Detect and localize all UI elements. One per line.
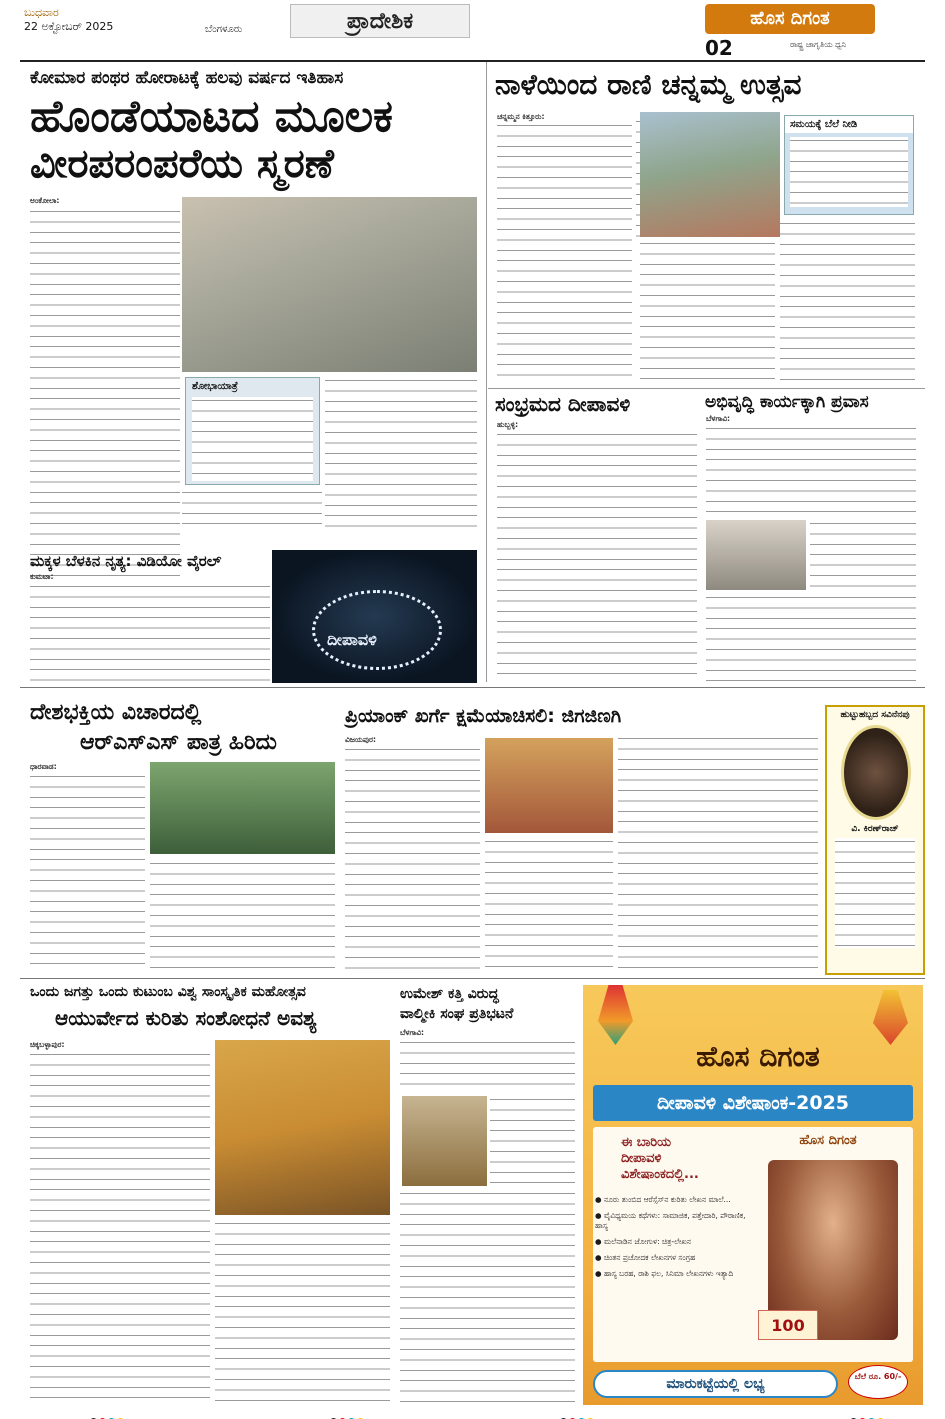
print-registration-marks <box>330 1410 366 1419</box>
ad-bullet: ● ಚಿಂತನ ಪ್ರಚೋದಕ ಲೇಖನಗಳ ಸಂಗ್ರಹ <box>595 1253 696 1262</box>
hondeyata-body-col2 <box>182 489 322 531</box>
abhivruddhi-photo <box>706 520 806 590</box>
nrutya-headline: ಮಕ್ಕಳ ಬೆಳಕಿನ ನೃತ್ಯ: ವಿಡಿಯೋ ವೈರಲ್ <box>30 552 222 570</box>
abhivruddhi-headline: ಅಭಿವೃದ್ಧಿ ಕಾರ್ಯಕ್ಕಾಗಿ ಪ್ರವಾಸ <box>705 392 869 412</box>
umesh-headline-1: ಉಮೇಶ್ ಕತ್ತಿ ವಿರುದ್ಧ <box>400 986 499 1002</box>
ad-title: ದೀಪಾವಳಿ ವಿಶೇಷಾಂಕ-2025 <box>593 1085 913 1121</box>
ad-price: ಬೆಲೆ ರೂ. 60/- <box>848 1365 908 1399</box>
deshabhakti-headline-1: ದೇಶಭಕ್ತಿಯ ವಿಚಾರದಲ್ಲಿ <box>30 700 202 725</box>
priyank-photo <box>485 738 613 833</box>
deshabhakti-headline-2: ಆರ್‌ಎಸ್‌ಎಸ್ ಪಾತ್ರ ಹಿರಿದು <box>80 730 277 755</box>
deshabhakti-body-col2 <box>150 860 335 973</box>
print-registration-marks <box>90 1410 126 1419</box>
nrutya-body <box>30 583 270 683</box>
row-divider-2 <box>20 687 925 688</box>
chennamma-body-col4 <box>780 220 915 384</box>
header-rule <box>20 60 925 62</box>
priyank-body-col3 <box>618 735 818 971</box>
ad-bullet-list <box>595 1195 755 1285</box>
header-city: ಬೆಂಗಳೂರು <box>205 24 243 35</box>
chennamma-sidebox <box>784 115 914 215</box>
priyank-body-col1 <box>345 746 480 971</box>
ad-sub-logo: ಹೊಸ ದಿಗಂತ <box>799 1133 857 1148</box>
print-registration-marks <box>560 1410 596 1419</box>
abhivruddhi-dateline: ಬೆಳಗಾವಿ: <box>706 414 731 423</box>
hondeyata-body-col3 <box>325 377 477 529</box>
hondeyata-kicker: ಕೋಮಾರ ಪಂಥರ ಹೋರಾಟಕ್ಕೆ ಹಲವು ವರ್ಷದ ಇತಿಹಾಸ <box>30 68 344 88</box>
ad-bullet-text: ಚಿಂತನ ಪ್ರಚೋದಕ ಲೇಖನಗಳ ಸಂಗ್ರಹ <box>603 1253 696 1262</box>
hondeyata-dateline: ಅಂಕೋಲಾ: <box>30 196 60 205</box>
column-divider <box>486 62 487 682</box>
chennamma-body-col3 <box>640 240 775 384</box>
umesh-headline-2: ವಾಲ್ಮೀಕಿ ಸಂಘ ಪ್ರತಿಭಟನೆ <box>400 1006 514 1022</box>
deepavali-dateline: ಹುಬ್ಬಳ್ಳಿ: <box>497 420 519 429</box>
nrutya-dateline: ಕುಮಟಾ: <box>30 572 54 581</box>
ad-intro-line: ವಿಶೇಷಾಂಕದಲ್ಲಿ... <box>621 1167 699 1182</box>
priyank-headline: ಪ್ರಿಯಾಂಕ್ ಖರ್ಗೆ ಕ್ಷಮೆಯಾಚಿಸಲಿ: ಜಿಗಜಿಣಗಿ <box>345 705 622 727</box>
nrutya-photo <box>272 550 477 683</box>
umesh-body-top <box>400 1039 575 1093</box>
deshabhakti-body-col1 <box>30 773 145 973</box>
deepavali-special-ad <box>583 985 923 1405</box>
ad-bullet-text: ಮಲೆನಾಡಿನ ಜೋಗುಳ: ಚಿತ್ರ-ಲೇಖನ <box>603 1237 692 1246</box>
ad-intro-line: ದೀಪಾವಳಿ <box>621 1151 662 1166</box>
ayurveda-dateline: ಚಿಕ್ಕಬಳ್ಳಾಪುರ: <box>30 1040 65 1049</box>
hondeyata-caption-text <box>192 397 313 481</box>
header-day: ಬುಧವಾರ <box>24 6 59 19</box>
ayurveda-headline: ಆಯುರ್ವೇದ ಕುರಿತು ಸಂಶೋಧನೆ ಅವಶ್ಯ <box>55 1006 317 1030</box>
ad-badge: 100 <box>758 1310 818 1340</box>
ayurveda-body-col1 <box>30 1051 210 1403</box>
hondeyata-headline-2: ವೀರಪರಂಪರೆಯ ಸ್ಮರಣೆ <box>30 141 334 187</box>
deshabhakti-dateline: ಧಾರವಾಡ: <box>30 762 57 771</box>
ad-bullet: ● ನೂರು ತುಂಬಿದ ಆರೆಸ್ಸೆಸ್‌ನ ಕುರಿತು ಲೇಖನ ಮಾಲೆ... <box>595 1195 731 1204</box>
section-title: ಪ್ರಾದೇಶಿಕ <box>290 4 470 38</box>
chennamma-dateline: ಚನ್ನಮ್ಮನ ಕಿತ್ತೂರು: <box>497 112 545 121</box>
header-date-block <box>24 6 154 34</box>
print-registration-marks <box>850 1410 886 1419</box>
birthday-name: ವಿ. ಕಿರಣ್‌ರಾಜ್ <box>851 824 899 834</box>
umesh-body-bottom <box>400 1190 575 1403</box>
ayurveda-photo <box>215 1040 390 1215</box>
ad-intro-line: ಈ ಬಾರಿಯ <box>621 1135 672 1150</box>
abhivruddhi-body-bottom <box>706 594 916 682</box>
hondeyata-caption-title: ಶೋಭಾಯಾತ್ರೆ <box>192 381 238 392</box>
row-divider <box>488 388 925 389</box>
chennamma-sidebox-title: ಸಮಯಕ್ಕೆ ಬೆಲೆ ನೀಡಿ <box>785 116 913 133</box>
priyank-dateline: ವಿಜಯಪುರ: <box>345 735 376 744</box>
ayurveda-body-col2 <box>215 1220 390 1403</box>
deshabhakti-photo <box>150 762 335 854</box>
ad-bullet-text: ನೂರು ತುಂಬಿದ ಆರೆಸ್ಸೆಸ್‌ನ ಕುರಿತು ಲೇಖನ ಮಾಲೆ... <box>603 1195 731 1204</box>
masthead-tagline: ರಾಷ್ಟ್ರ ಜಾಗೃತಿಯ ಧ್ವನಿ <box>790 40 847 49</box>
deepavali-headline: ಸಂಭ್ರಮದ ದೀಪಾವಳಿ <box>495 392 631 416</box>
hondeyata-caption-box <box>185 377 320 485</box>
umesh-photo <box>402 1096 487 1186</box>
abhivruddhi-body-top <box>706 425 916 517</box>
priyank-body-col2 <box>485 838 613 971</box>
chennamma-statue-photo <box>640 112 780 237</box>
ad-bullet-text: ವೈವಿಧ್ಯಮಯ ಕಥೆಗಳು: ಸಾಮಾಜಿಕ, ಪತ್ತೇದಾರಿ, ಪೌರಾಣಿಕ, ಹಾಸ್ಯ <box>595 1211 746 1230</box>
ayurveda-kicker: ಒಂದು ಜಗತ್ತು ಒಂದು ಕುಟುಂಬ ವಿಶ್ವ ಸಾಂಸ್ಕೃತಿಕ ಮಹೋತ್ಸವ <box>30 984 306 1000</box>
header-date: 22 ಅಕ್ಟೋಬರ್ 2025 <box>24 20 114 33</box>
chennamma-body-col1 <box>497 122 632 384</box>
birthday-title: ಹುಟ್ಟುಹಬ್ಬದ ಸವಿನೆನಪು <box>840 710 910 720</box>
hondeyata-photo <box>182 197 477 372</box>
lantern-icon <box>598 985 633 1045</box>
ad-bullet: ● ವೈವಿಧ್ಯಮಯ ಕಥೆಗಳು: ಸಾಮಾಜಿಕ, ಪತ್ತೇದಾರಿ, ಪೌರಾಣಿಕ, ಹಾಸ್ಯ <box>595 1211 746 1230</box>
deepavali-body <box>497 431 697 683</box>
hondeyata-headline-1: ಹೊಂಡೆಯಾಟದ ಮೂಲಕ <box>30 91 393 142</box>
masthead-logo: ಹೊಸ ದಿಗಂತ <box>705 4 875 34</box>
lantern-icon <box>873 990 908 1045</box>
row-divider-3 <box>20 978 925 979</box>
ad-availability: ಮಾರುಕಟ್ಟೆಯಲ್ಲಿ ಲಭ್ಯ <box>593 1370 838 1398</box>
birthday-photo <box>841 725 911 820</box>
chennamma-sidebox-text <box>790 137 908 207</box>
umesh-dateline: ಬೆಳಗಾವಿ: <box>400 1028 425 1037</box>
ad-intro <box>621 1135 731 1183</box>
umesh-body-side <box>490 1096 575 1186</box>
ad-bullet: ● ಮಲೆನಾಡಿನ ಜೋಗುಳ: ಚಿತ್ರ-ಲೇಖನ <box>595 1237 692 1246</box>
chennamma-headline: ನಾಳೆಯಿಂದ ರಾಣಿ ಚನ್ನಮ್ಮ ಉತ್ಸವ <box>495 68 802 101</box>
ad-logo: ಹೊಸ ದಿಗಂತ <box>696 1040 820 1073</box>
nrutya-light-text: ದೀಪಾವಳಿ <box>327 630 377 649</box>
page-number: 02 <box>705 36 733 60</box>
birthday-details <box>835 838 915 948</box>
ad-bullet: ● ಹಾಸ್ಯ ಬರಹ, ರಾಶಿ ಫಲ, ಸಿನಿಮಾ ಲೇಖನಗಳು ಇತ್ಯಾದಿ <box>595 1269 734 1278</box>
ad-bullet-text: ಹಾಸ್ಯ ಬರಹ, ರಾಶಿ ಫಲ, ಸಿನಿಮಾ ಲೇಖನಗಳು ಇತ್ಯಾದಿ <box>603 1269 734 1278</box>
birthday-box <box>825 705 925 975</box>
abhivruddhi-body-side <box>810 520 916 590</box>
